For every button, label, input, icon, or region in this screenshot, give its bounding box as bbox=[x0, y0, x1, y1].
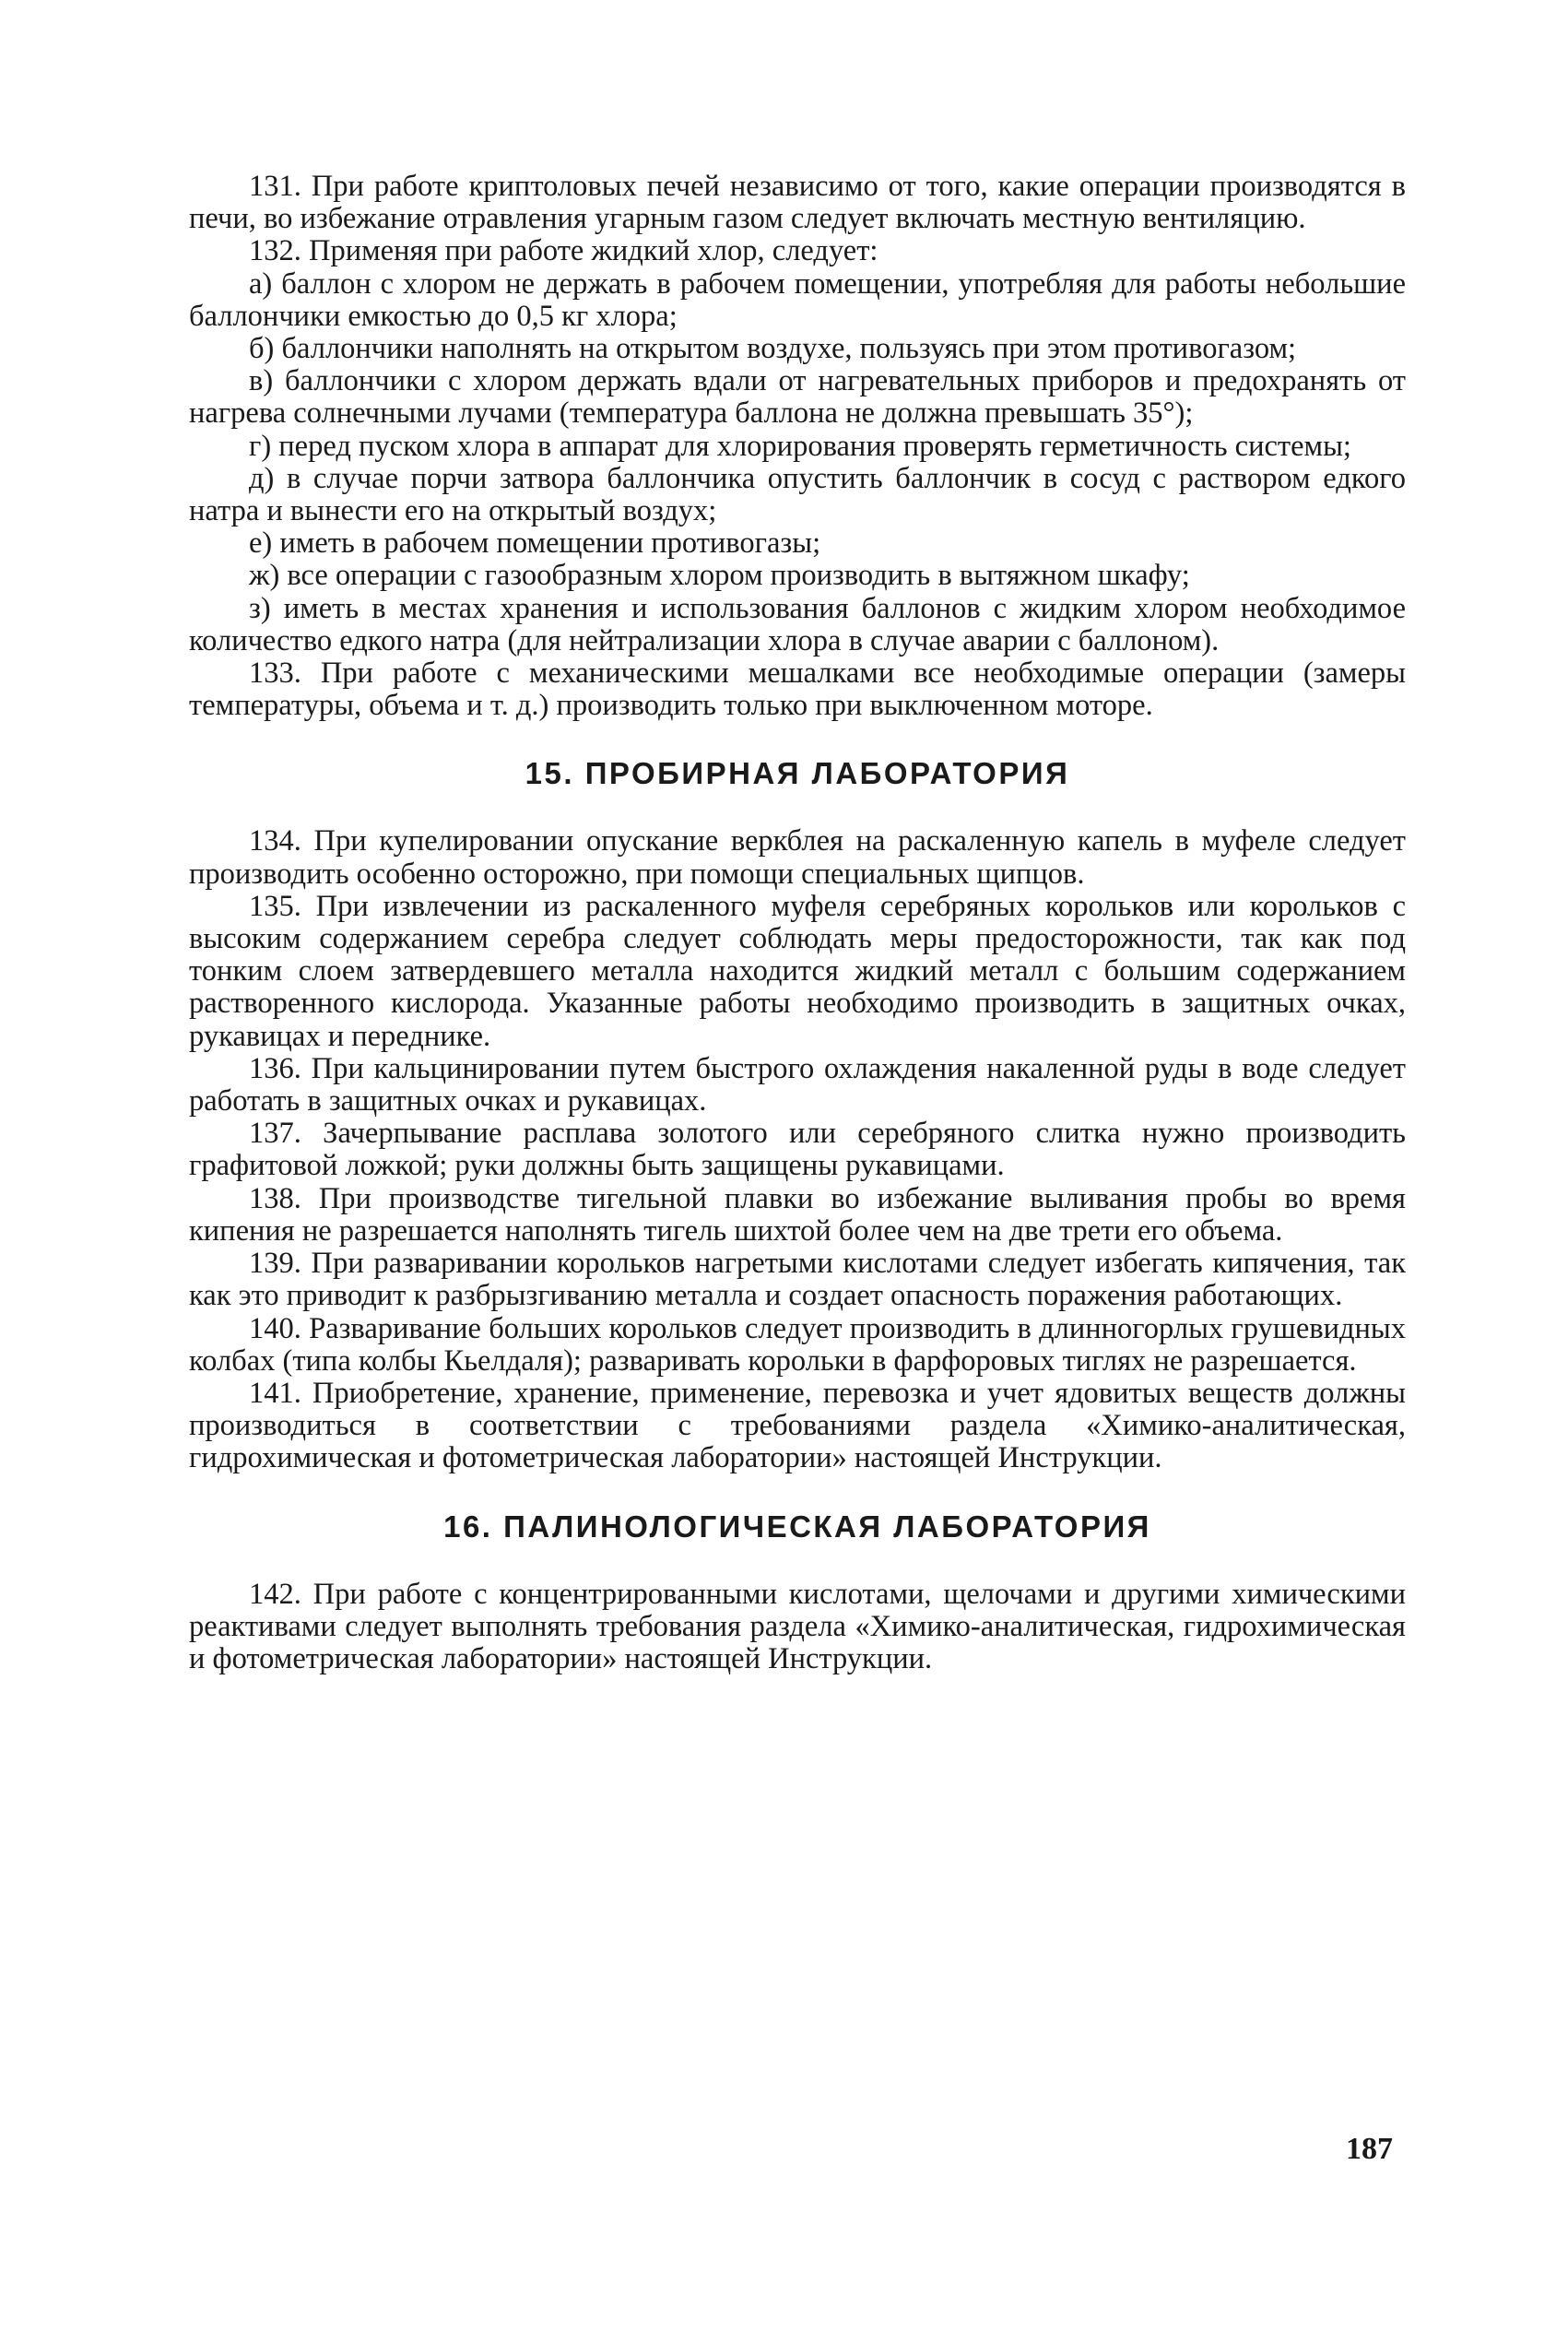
paragraph-138: 138. При производстве тигельной плавки во избежание выливания пробы во время кипения не разрешается наполнять тигель шихтой более чем на две трети его объема. bbox=[189, 1181, 1406, 1248]
paragraph-132: 132. Применяя при работе жидкий хлор, следует: bbox=[249, 234, 878, 268]
paragraph-135: 135. При извлечении из раскаленного муфеля серебряных корольков или корольков с высоким содержанием серебра следует соблюдать меры предосторожности, так как под тонким слоем затвердевшего металла находится жидкий металл с большим содержанием растворенного кислорода. Указанные работы необходимо производить в защитных очках, рукавицах и переднике. bbox=[189, 889, 1406, 1053]
paragraph-139: 139. При разваривании корольков нагретыми кислотами следует избегать кипячения, так как это приводит к разбрызгиванию металла и создает опасность поражения работающих. bbox=[189, 1247, 1406, 1313]
section-heading-15: 15. ПРОБИРНАЯ ЛАБОРАТОРИЯ bbox=[525, 756, 1070, 791]
list-item-g: г) перед пуском хлора в аппарат для хлорирования проверять герметичность системы; bbox=[249, 429, 1351, 463]
paragraph-134: 134. При купелировании опускание веркблея на раскаленную капель в муфеле следует производить особенно осторожно, при помощи специальных щипцов. bbox=[189, 824, 1406, 891]
paragraph-140: 140. Разваривание больших корольков следует производить в длинногорлых грушевидных колбах (типа колбы Кьелдаля); разваривать корольки в фарфоровых тиглях не разрешается. bbox=[189, 1311, 1406, 1378]
paragraph-136: 136. При кальцинировании путем быстрого охлаждения накаленной руды в воде следует работать в защитных очках и рукавицах. bbox=[189, 1051, 1406, 1118]
paragraph-131: 131. При работе криптоловых печей независимо от того, какие операции производятся в печи, во избежание отравления угарным газом следует включать местную вентиляцию. bbox=[189, 170, 1406, 236]
list-item-zh: ж) все операции с газообразным хлором производить в вытяжном шкафу; bbox=[249, 559, 1190, 593]
list-item-v: в) баллончики с хлором держать вдали от нагревательных приборов и предохранять от нагрева солнечными лучами (температура баллона не должна превышать 35°); bbox=[189, 364, 1406, 431]
paragraph-137: 137. Зачерпывание расплава золотого или серебряного слитка нужно производить графитовой ложкой; руки должны быть защищены рукавицами. bbox=[189, 1117, 1406, 1183]
list-item-e: е) иметь в рабочем помещении противогазы; bbox=[249, 527, 821, 561]
list-item-b: б) баллончики наполнять на открытом воздухе, пользуясь при этом противогазом; bbox=[249, 332, 1297, 366]
paragraph-133: 133. При работе с механическими мешалками все необходимые операции (замеры температуры, объема и т. д.) производить только при выключенном моторе. bbox=[189, 657, 1406, 723]
section-heading-16: 16. ПАЛИНОЛОГИЧЕСКАЯ ЛАБОРАТОРИЯ bbox=[443, 1509, 1151, 1544]
paragraph-142: 142. При работе с концентрированными кислотами, щелочами и другими химическими реактивами следует выполнять требования раздела «Химико-аналитическая, гидрохимическая и фотометрическая лаборатории» настоящей Инструкции. bbox=[189, 1577, 1406, 1675]
page-number: 187 bbox=[1346, 2132, 1393, 2166]
list-item-a: а) баллон с хлором не держать в рабочем помещении, употребляя для работы небольшие баллончики емкостью до 0,5 кг хлора; bbox=[189, 266, 1406, 333]
list-item-d: д) в случае порчи затвора баллончика опустить баллончик в сосуд с раствором едкого натра и вынести его на открытый воздух; bbox=[189, 461, 1406, 528]
page-body bbox=[189, 171, 1406, 1675]
paragraph-141: 141. Приобретение, хранение, применение, перевозка и учет ядовитых веществ должны производиться в соответствии с требованиями раздела «Химико-аналитическая, гидрохимическая и фотометрическая лаборатории» настоящей Инструкции. bbox=[189, 1376, 1406, 1475]
list-item-z: з) иметь в местах хранения и использования баллонов с жидким хлором необходимое количество едкого натра (для нейтрализации хлора в случае аварии с баллоном). bbox=[189, 591, 1406, 657]
